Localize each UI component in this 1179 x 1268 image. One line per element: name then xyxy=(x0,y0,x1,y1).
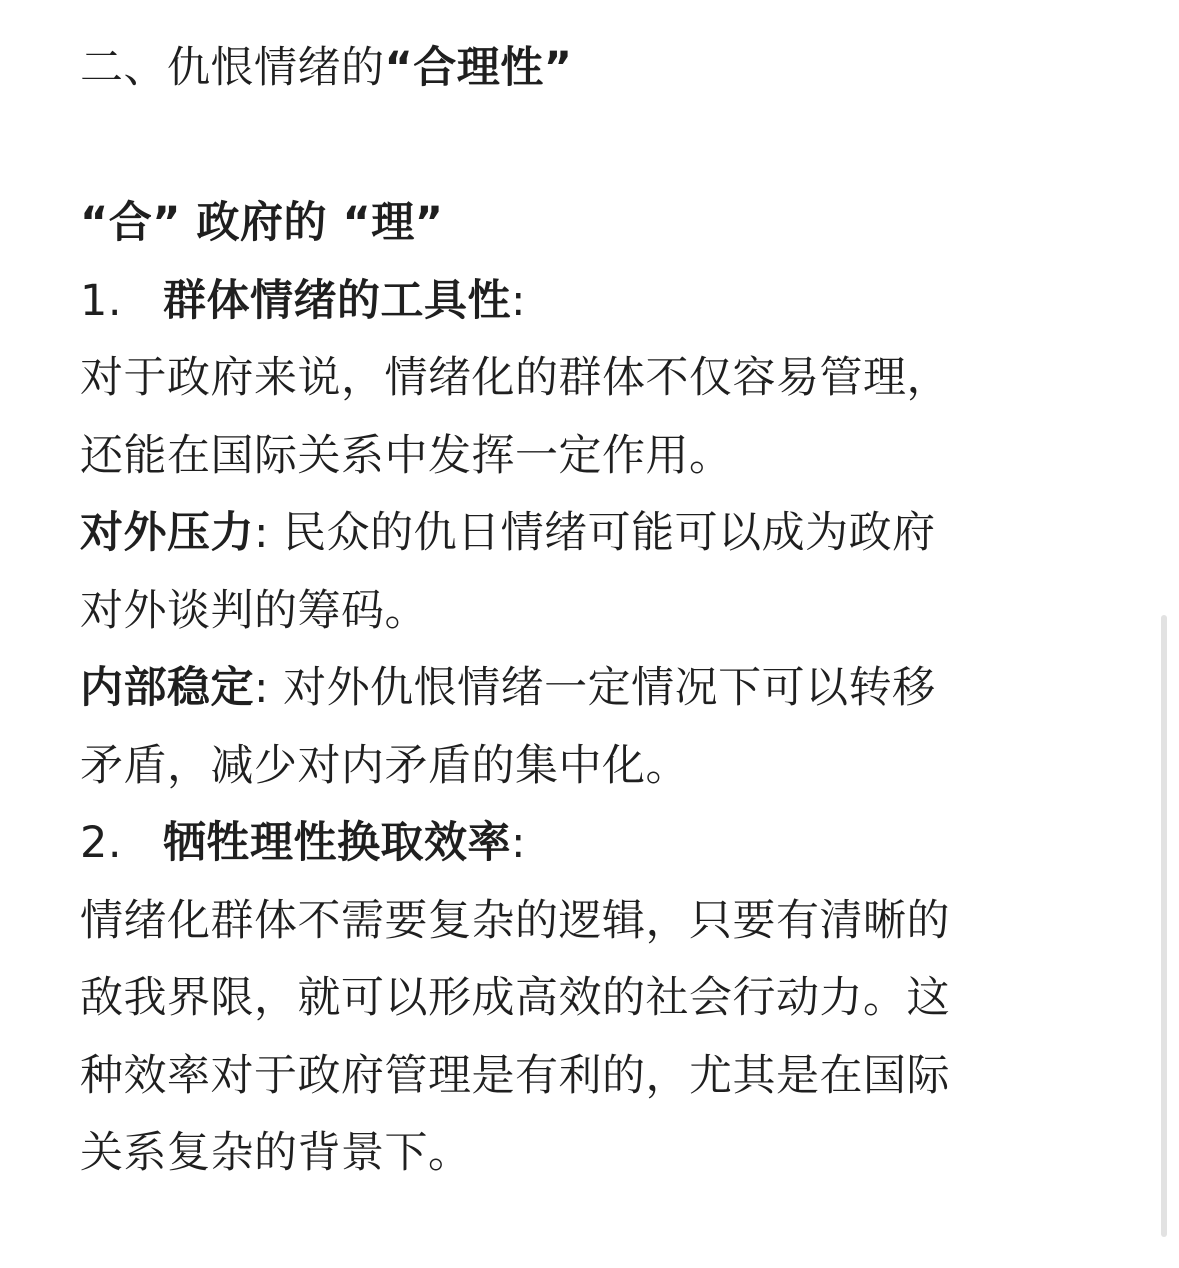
scrollbar-thumb[interactable] xyxy=(1161,615,1167,1237)
internal-stability-text: 对外仇恨情绪一定情况下可以转移 xyxy=(283,663,936,713)
point-1-number: 1. xyxy=(80,275,123,326)
subheading xyxy=(80,185,1100,263)
point-2-colon: : xyxy=(511,818,526,868)
point-1-colon: : xyxy=(511,275,526,326)
blank-line xyxy=(80,108,1100,186)
external-pressure-colon: : xyxy=(254,508,269,558)
article-content xyxy=(80,30,1100,1193)
internal-stability-line xyxy=(80,650,1100,728)
external-pressure-continuation: 对外谈判的筹码。 xyxy=(80,585,428,636)
section-title xyxy=(80,30,1100,108)
external-pressure-text: 民众的仇日情绪可能可以成为政府 xyxy=(283,508,936,558)
internal-stability-colon: : xyxy=(254,663,269,713)
point-2-number: 2. xyxy=(80,818,123,868)
point-2-body-line: 情绪化群体不需要复杂的逻辑，只要有清晰的 xyxy=(80,895,950,946)
point-2-title: 牺牲理性换取效率 xyxy=(163,818,511,868)
point-2-body-line: 种效率对于政府管理是有利的，尤其是在国际 xyxy=(80,1050,950,1101)
subheading-quote-li: “理” xyxy=(342,198,444,248)
external-pressure-line xyxy=(80,495,1100,573)
subheading-text: 政府的 xyxy=(196,198,328,248)
point-1-heading xyxy=(80,263,1100,341)
section-title-emphasis: “合理性” xyxy=(384,43,573,93)
internal-stability-continuation: 矛盾，减少对内矛盾的集中化。 xyxy=(80,740,689,791)
subheading-quote-he: “合” xyxy=(80,198,182,248)
point-1-body-line: 对于政府来说，情绪化的群体不仅容易管理， xyxy=(80,353,950,403)
section-title-prefix: 二、仇恨情绪的 xyxy=(80,43,385,93)
point-2-body-line: 敌我界限，就可以形成高效的社会行动力。这 xyxy=(80,973,950,1023)
internal-stability-label: 内部稳定 xyxy=(80,663,254,713)
point-2-heading xyxy=(80,805,1100,883)
point-2-body-line: 关系复杂的背景下。 xyxy=(80,1128,472,1178)
point-1-body-line: 还能在国际关系中发挥一定作用。 xyxy=(80,430,733,481)
external-pressure-label: 对外压力 xyxy=(80,508,254,558)
point-1-title: 群体情绪的工具性 xyxy=(163,275,511,326)
